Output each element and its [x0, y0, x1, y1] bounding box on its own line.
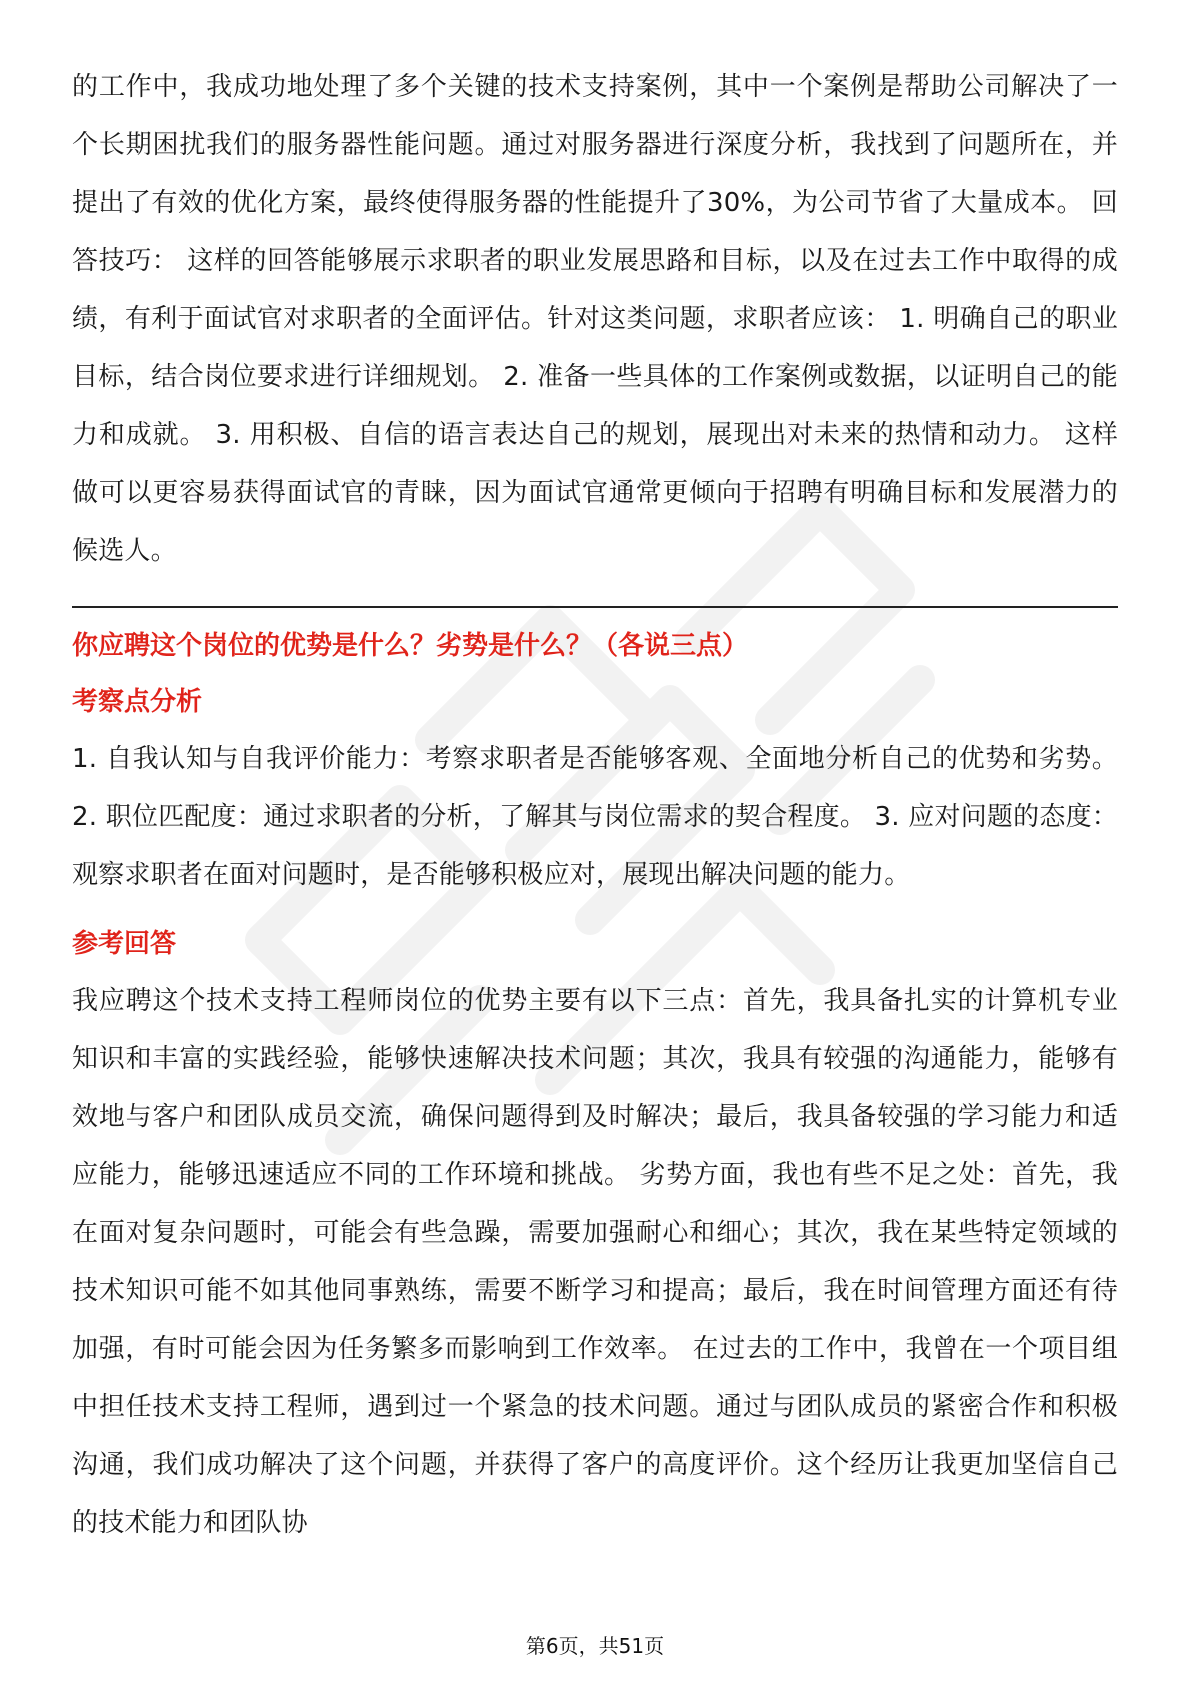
- analysis-text: 1. 自我认知与自我评价能力：考察求职者是否能够客观、全面地分析自己的优势和劣势。 2. 职位匹配度：通过求职者的分析，了解其与岗位需求的契合程度。 3. 应对问题的态度：观察求职者在面对问题时，是否能够积极应对，展现出解决问题的能力。: [72, 744, 1118, 890]
- document-page: [72, 58, 1118, 1552]
- reference-answer-heading: 参考回答: [72, 929, 177, 959]
- analysis-heading: 考察点分析: [72, 687, 203, 717]
- page-footer: 第6页，共51页: [525, 1634, 665, 1658]
- intro-paragraph: 的工作中，我成功地处理了多个关键的技术支持案例，其中一个案例是帮助公司解决了一个长期困扰我们的服务器性能问题。通过对服务器进行深度分析，我找到了问题所在，并提出了有效的优化方案，最终使得服务器的性能提升了30%，为公司节省了大量成本。 回答技巧： 这样的回答能够展示求职者的职业发展思路和目标，以及在过去工作中取得的成绩，有利于面试官对求职者的全面评估。针对这类问题，求职者应该： 1. 明确自己的职业目标，结合岗位要求进行详细规划。 2. 准备一些具体的工作案例或数据，以证明自己的能力和成就。 3. 用积极、自信的语言表达自己的规划，展现出对未来的热情和动力。 这样做可以更容易获得面试官的青睐，因为面试官通常更倾向于招聘有明确目标和发展潜力的候选人。: [72, 72, 1118, 566]
- question-title: 你应聘这个岗位的优势是什么？劣势是什么？（各说三点）: [72, 631, 749, 661]
- reference-answer-text: 我应聘这个技术支持工程师岗位的优势主要有以下三点：首先，我具备扎实的计算机专业知识和丰富的实践经验，能够快速解决技术问题；其次，我具有较强的沟通能力，能够有效地与客户和团队成员交流，确保问题得到及时解决；最后，我具备较强的学习能力和适应能力，能够迅速适应不同的工作环境和挑战。 劣势方面，我也有些不足之处：首先，我在面对复杂问题时，可能会有些急躁，需要加强耐心和细心；其次，我在某些特定领域的技术知识可能不如其他同事熟练，需要不断学习和提高；最后，我在时间管理方面还有待加强，有时可能会因为任务繁多而影响到工作效率。 在过去的工作中，我曾在一个项目组中担任技术支持工程师，遇到过一个紧急的技术问题。通过与团队成员的紧密合作和积极沟通，我们成功解决了这个问题，并获得了客户的高度评价。这个经历让我更加坚信自己的技术能力和团队协: [72, 986, 1118, 1538]
- section-divider: [72, 606, 1118, 608]
